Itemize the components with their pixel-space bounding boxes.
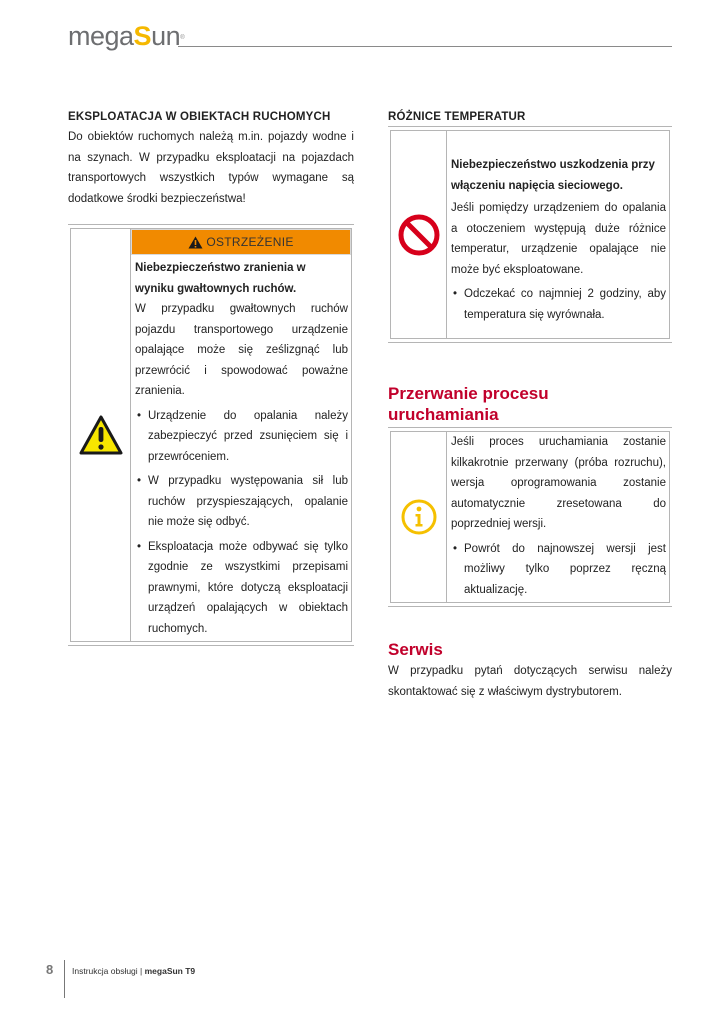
info-icon xyxy=(400,498,438,536)
warning-label: OSTRZEŻENIE xyxy=(206,235,294,249)
temperature-bullet: • Odczekać co najmniej 2 godziny, aby temperatura się wyrównała. xyxy=(451,284,666,325)
abort-bullet: • Powrót do najnowszej wersji jest możliwy tylko poprzez ręczną aktualizację. xyxy=(451,539,666,601)
abort-box xyxy=(388,427,672,607)
info-icon-cell xyxy=(391,432,447,602)
temperature-box xyxy=(388,126,672,343)
temperature-text-cell xyxy=(447,131,669,338)
temperature-text: Jeśli pomiędzy urządzeniem do opalania a otoczeniem występują duże różnice temperatur, urządzenie opalające nie może być eksploatowane. xyxy=(451,202,666,276)
warning-bullet: • W przypadku występowania sił lub ruchów przyspieszających, opalanie nie może się odbyć. xyxy=(135,471,348,533)
prohibition-icon xyxy=(397,213,441,257)
mobile-operation-intro: Do obiektów ruchomych należą m.in. pojazdy wodne i na szynach. W przypadku eksploatacji na pojazdach transportowych wszystkich typów wymagane są dodatkowe środki bezpieczeństwa! xyxy=(68,131,354,205)
temperature-heading: RÓŻNICE TEMPERATUR xyxy=(388,111,526,123)
logo-prefix: mega xyxy=(68,21,134,51)
right-column xyxy=(388,108,672,702)
warning-text-cell xyxy=(131,229,351,641)
warning-bullets xyxy=(135,406,348,640)
megasun-logo xyxy=(68,20,185,52)
service-heading: Serwis xyxy=(388,640,443,659)
warning-band xyxy=(131,229,351,255)
logo-accent: S xyxy=(133,21,152,51)
warning-icon-cell xyxy=(71,229,131,641)
warning-title: Niebezpieczeństwo zranienia w wyniku gwałtownych ruchów. xyxy=(135,262,306,295)
prohibition-icon-cell xyxy=(391,131,447,338)
abort-bullets xyxy=(451,539,666,601)
footer-doc-label xyxy=(72,966,195,976)
abort-text-cell xyxy=(447,432,669,602)
logo-suffix: un xyxy=(151,21,181,51)
warning-box xyxy=(68,224,354,646)
product-name: megaSun T9 xyxy=(144,966,196,976)
abort-heading: Przerwanie procesu uruchamiania xyxy=(388,384,549,424)
warning-bullet: • Urządzenie do opalania należy zabezpieczyć przed zsunięciem się i przewróceniem. xyxy=(135,406,348,468)
doc-label: Instrukcja obsługi | xyxy=(72,966,145,976)
warning-small-icon xyxy=(188,236,203,249)
warning-bullet: • Eksploatacja może odbywać się tylko zgodnie ze wszystkimi przepisami prawnymi, które dotyczą eksploatacji urządzeń opalających w obiektach ruchomych. xyxy=(135,537,348,640)
logo-registered-mark: ® xyxy=(180,35,185,41)
footer-rule xyxy=(64,960,65,998)
left-column xyxy=(68,108,354,646)
temperature-bullets xyxy=(451,284,666,325)
header-rule xyxy=(178,46,672,47)
warning-triangle-icon xyxy=(79,415,123,455)
warning-text: W przypadku gwałtownych ruchów pojazdu transportowego urządzenie opalające może się ześlizgnąć lub przewrócić i spowodować poważne zranienia. xyxy=(135,303,348,397)
page-number: 8 xyxy=(46,962,54,977)
mobile-operation-heading: EKSPLOATACJA W OBIEKTACH RUCHOMYCH xyxy=(68,111,331,123)
abort-text: Jeśli proces uruchamiania zostanie kilkakrotnie przerwany (próba rozruchu), wersja oprogramowania zostanie automatycznie zresetowana do poprzedniej wersji. xyxy=(451,436,666,530)
service-text: W przypadku pytań dotyczących serwisu należy skontaktować się z właściwym dystrybutorem. xyxy=(388,665,672,698)
temperature-title: Niebezpieczeństwo uszkodzenia przy włączeniu napięcia sieciowego. xyxy=(451,159,655,192)
